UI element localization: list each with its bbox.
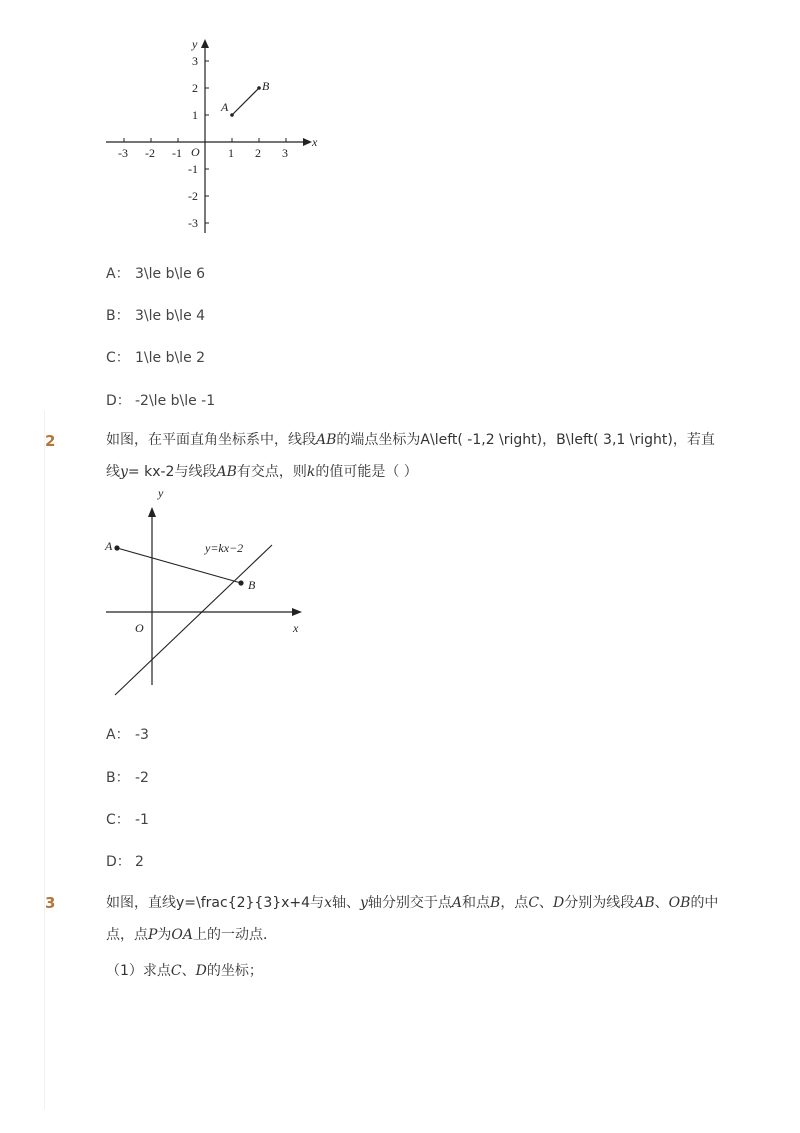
point-a (230, 113, 234, 117)
question-3-subquestion-1: （1）求点C、D的坐标； (106, 963, 263, 979)
left-margin-rule (44, 410, 45, 1110)
origin-label: O (135, 621, 144, 635)
y-tick-label: 1 (192, 108, 198, 122)
q1-option-c[interactable]: C： 1\le b\le 2 (106, 350, 206, 366)
q1-option-d[interactable]: D： -2\le b\le -1 (106, 393, 216, 409)
point-a (114, 545, 119, 550)
point-b (238, 580, 243, 585)
x-tick-label: 1 (228, 146, 234, 160)
question-number: 3 (45, 894, 56, 912)
y-tick-label: -2 (188, 189, 198, 203)
axis-x-label: x (312, 135, 318, 149)
q1-option-b[interactable]: B： 3\le b\le 4 (106, 308, 206, 324)
figure-coordinate-plane-2 (100, 485, 310, 700)
line-y-kx-2 (115, 545, 272, 695)
x-tick-label: 3 (282, 146, 288, 160)
y-tick-label: 3 (192, 54, 198, 68)
axis-y-label: y (192, 37, 198, 51)
y-tick-label: -3 (188, 216, 198, 230)
question-number: 2 (45, 432, 56, 450)
q1-option-a[interactable]: A： 3\le b\le 6 (106, 266, 206, 282)
point-b (257, 86, 261, 90)
q2-option-b[interactable]: B： -2 (106, 770, 149, 786)
point-a-label: A (105, 539, 113, 553)
point-b-label: B (248, 578, 256, 592)
question-3-text: 如图，直线y=\frac{2}{3}x+4与x轴、y轴分别交于点A和点B，点C、D分别为线段AB、OB的中 点，点P为OA上的一动点． (106, 895, 719, 943)
q2-option-c[interactable]: C： -1 (106, 812, 149, 828)
point-a-label: A (221, 100, 229, 114)
question-2-text: 如图，在平面直角坐标系中，线段AB的端点坐标为A\left( -1,2 \right)，B\left( 3,1 \right)，若直 线y= kx-2与线段AB有交点，则k的值可能是（ ） (106, 432, 715, 480)
x-tick-label: -2 (145, 146, 155, 160)
y-tick-label: -1 (188, 162, 198, 176)
x-tick-label: -3 (118, 146, 128, 160)
y-tick-label: 2 (192, 81, 198, 95)
figure-coordinate-plane-1 (100, 35, 330, 240)
x-tick-label: -1 (172, 146, 182, 160)
line-label: y=kx−2 (205, 541, 244, 555)
origin-label: O (191, 145, 200, 159)
segment-ab (232, 88, 259, 115)
point-b-label: B (262, 79, 270, 93)
axis-x-label: x (293, 621, 299, 635)
x-tick-label: 2 (255, 146, 261, 160)
axis-y-label: y (158, 486, 164, 500)
q2-option-d[interactable]: D： 2 (106, 854, 144, 870)
q2-option-a[interactable]: A： -3 (106, 727, 149, 743)
